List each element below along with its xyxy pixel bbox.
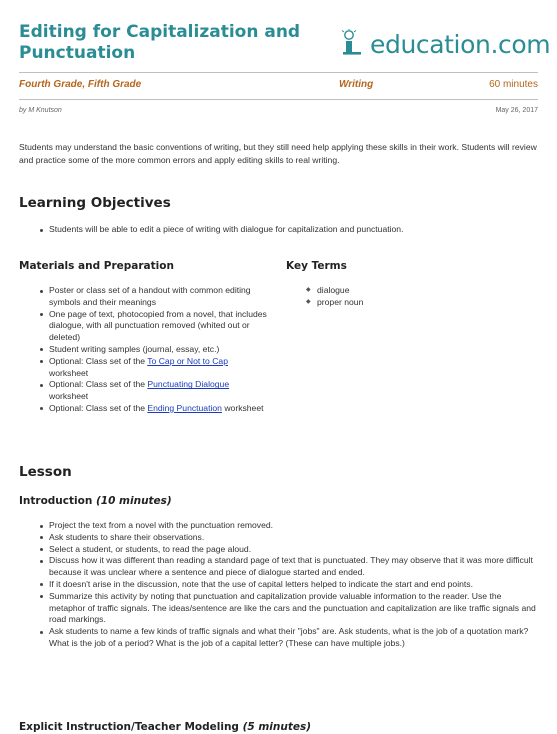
page-title: Editing for Capitalization and Punctuation — [19, 22, 301, 63]
subject: Writing — [339, 79, 374, 90]
list-item: Optional: Class set of the Ending Punctuation worksheet — [37, 403, 269, 415]
key-terms-list — [305, 285, 505, 309]
list-item: One page of text, photocopied from a novel, that includes dialogue, with all punctuation removed (whited out or deleted) — [37, 309, 269, 344]
list-item: Ask students to share their observations. — [37, 532, 539, 544]
education-com-logo[interactable] — [336, 29, 551, 61]
learning-objectives-list — [37, 224, 537, 236]
key-term: ◆ proper noun — [305, 297, 505, 309]
lesson-heading: Lesson — [19, 464, 72, 480]
materials-list — [37, 285, 269, 415]
list-item: Optional: Class set of the Punctuating Dialogue worksheet — [37, 379, 269, 403]
introduction-steps — [37, 520, 539, 650]
author: by M Knutson — [19, 107, 62, 114]
key-terms-heading: Key Terms — [286, 260, 347, 272]
list-item: Student writing samples (journal, essay, etc.) — [37, 344, 269, 356]
list-item: Ask students to name a few kinds of traffic signals and what their "jobs" are. Ask students, what is the job of a quotation mark? What is the job of a period? What is the job of a capital letter? (These can have multiple jobs.) — [37, 626, 539, 650]
punctuating-dialogue-link[interactable]: Punctuating Dialogue — [147, 379, 230, 390]
publish-date: May 26, 2017 — [495, 107, 538, 114]
duration: 60 minutes — [489, 79, 538, 90]
explicit-instruction-heading: Explicit Instruction/Teacher Modeling (5 minutes) — [19, 721, 312, 733]
figure-with-lightbulb-icon — [336, 29, 370, 61]
ending-punctuation-link[interactable]: Ending Punctuation — [147, 402, 222, 413]
to-cap-or-not-to-cap-link[interactable]: To Cap or Not to Cap — [147, 355, 228, 366]
list-item: Summarize this activity by noting that punctuation and capitalization provide valuable information to the reader. Use the metaphor of traffic signals. The ideas/sentence are like the cars and the punctuation and capitalization are like traffic signals and road markings. — [37, 591, 539, 626]
materials-heading: Materials and Preparation — [19, 260, 174, 272]
list-item: Optional: Class set of the To Cap or Not to Cap worksheet — [37, 356, 269, 380]
logo-text: education.com — [370, 30, 551, 59]
introduction-heading: Introduction (10 minutes) — [19, 495, 172, 507]
list-item: If it doesn't arise in the discussion, note that the use of capital letters helped to indicate the start and end points. — [37, 579, 539, 591]
list-item: Students will be able to edit a piece of writing with dialogue for capitalization and punctuation. — [37, 224, 537, 236]
meta-divider — [19, 99, 538, 100]
lesson-description: Students may understand the basic conventions of writing, but they still need help applying these skills in their work. Students will review and practice some of the more common errors and apply editing skills to real writing. — [19, 142, 537, 165]
list-item: Select a student, or students, to read the page aloud. — [37, 544, 539, 556]
list-item: Poster or class set of a handout with common editing symbols and their meanings — [37, 285, 269, 309]
list-item: Discuss how it was different than reading a standard page of text that is punctuated. They may observe that it was more difficult because it was unclear where a sentence and piece of dialogue started and ended. — [37, 555, 539, 579]
lesson-meta — [19, 78, 538, 92]
list-item: Project the text from a novel with the punctuation removed. — [37, 520, 539, 532]
grade-level: Fourth Grade, Fifth Grade — [19, 79, 142, 90]
key-term: ◆ dialogue — [305, 285, 505, 297]
learning-objectives-heading: Learning Objectives — [19, 195, 171, 211]
byline — [19, 105, 538, 117]
header-divider — [19, 72, 538, 73]
